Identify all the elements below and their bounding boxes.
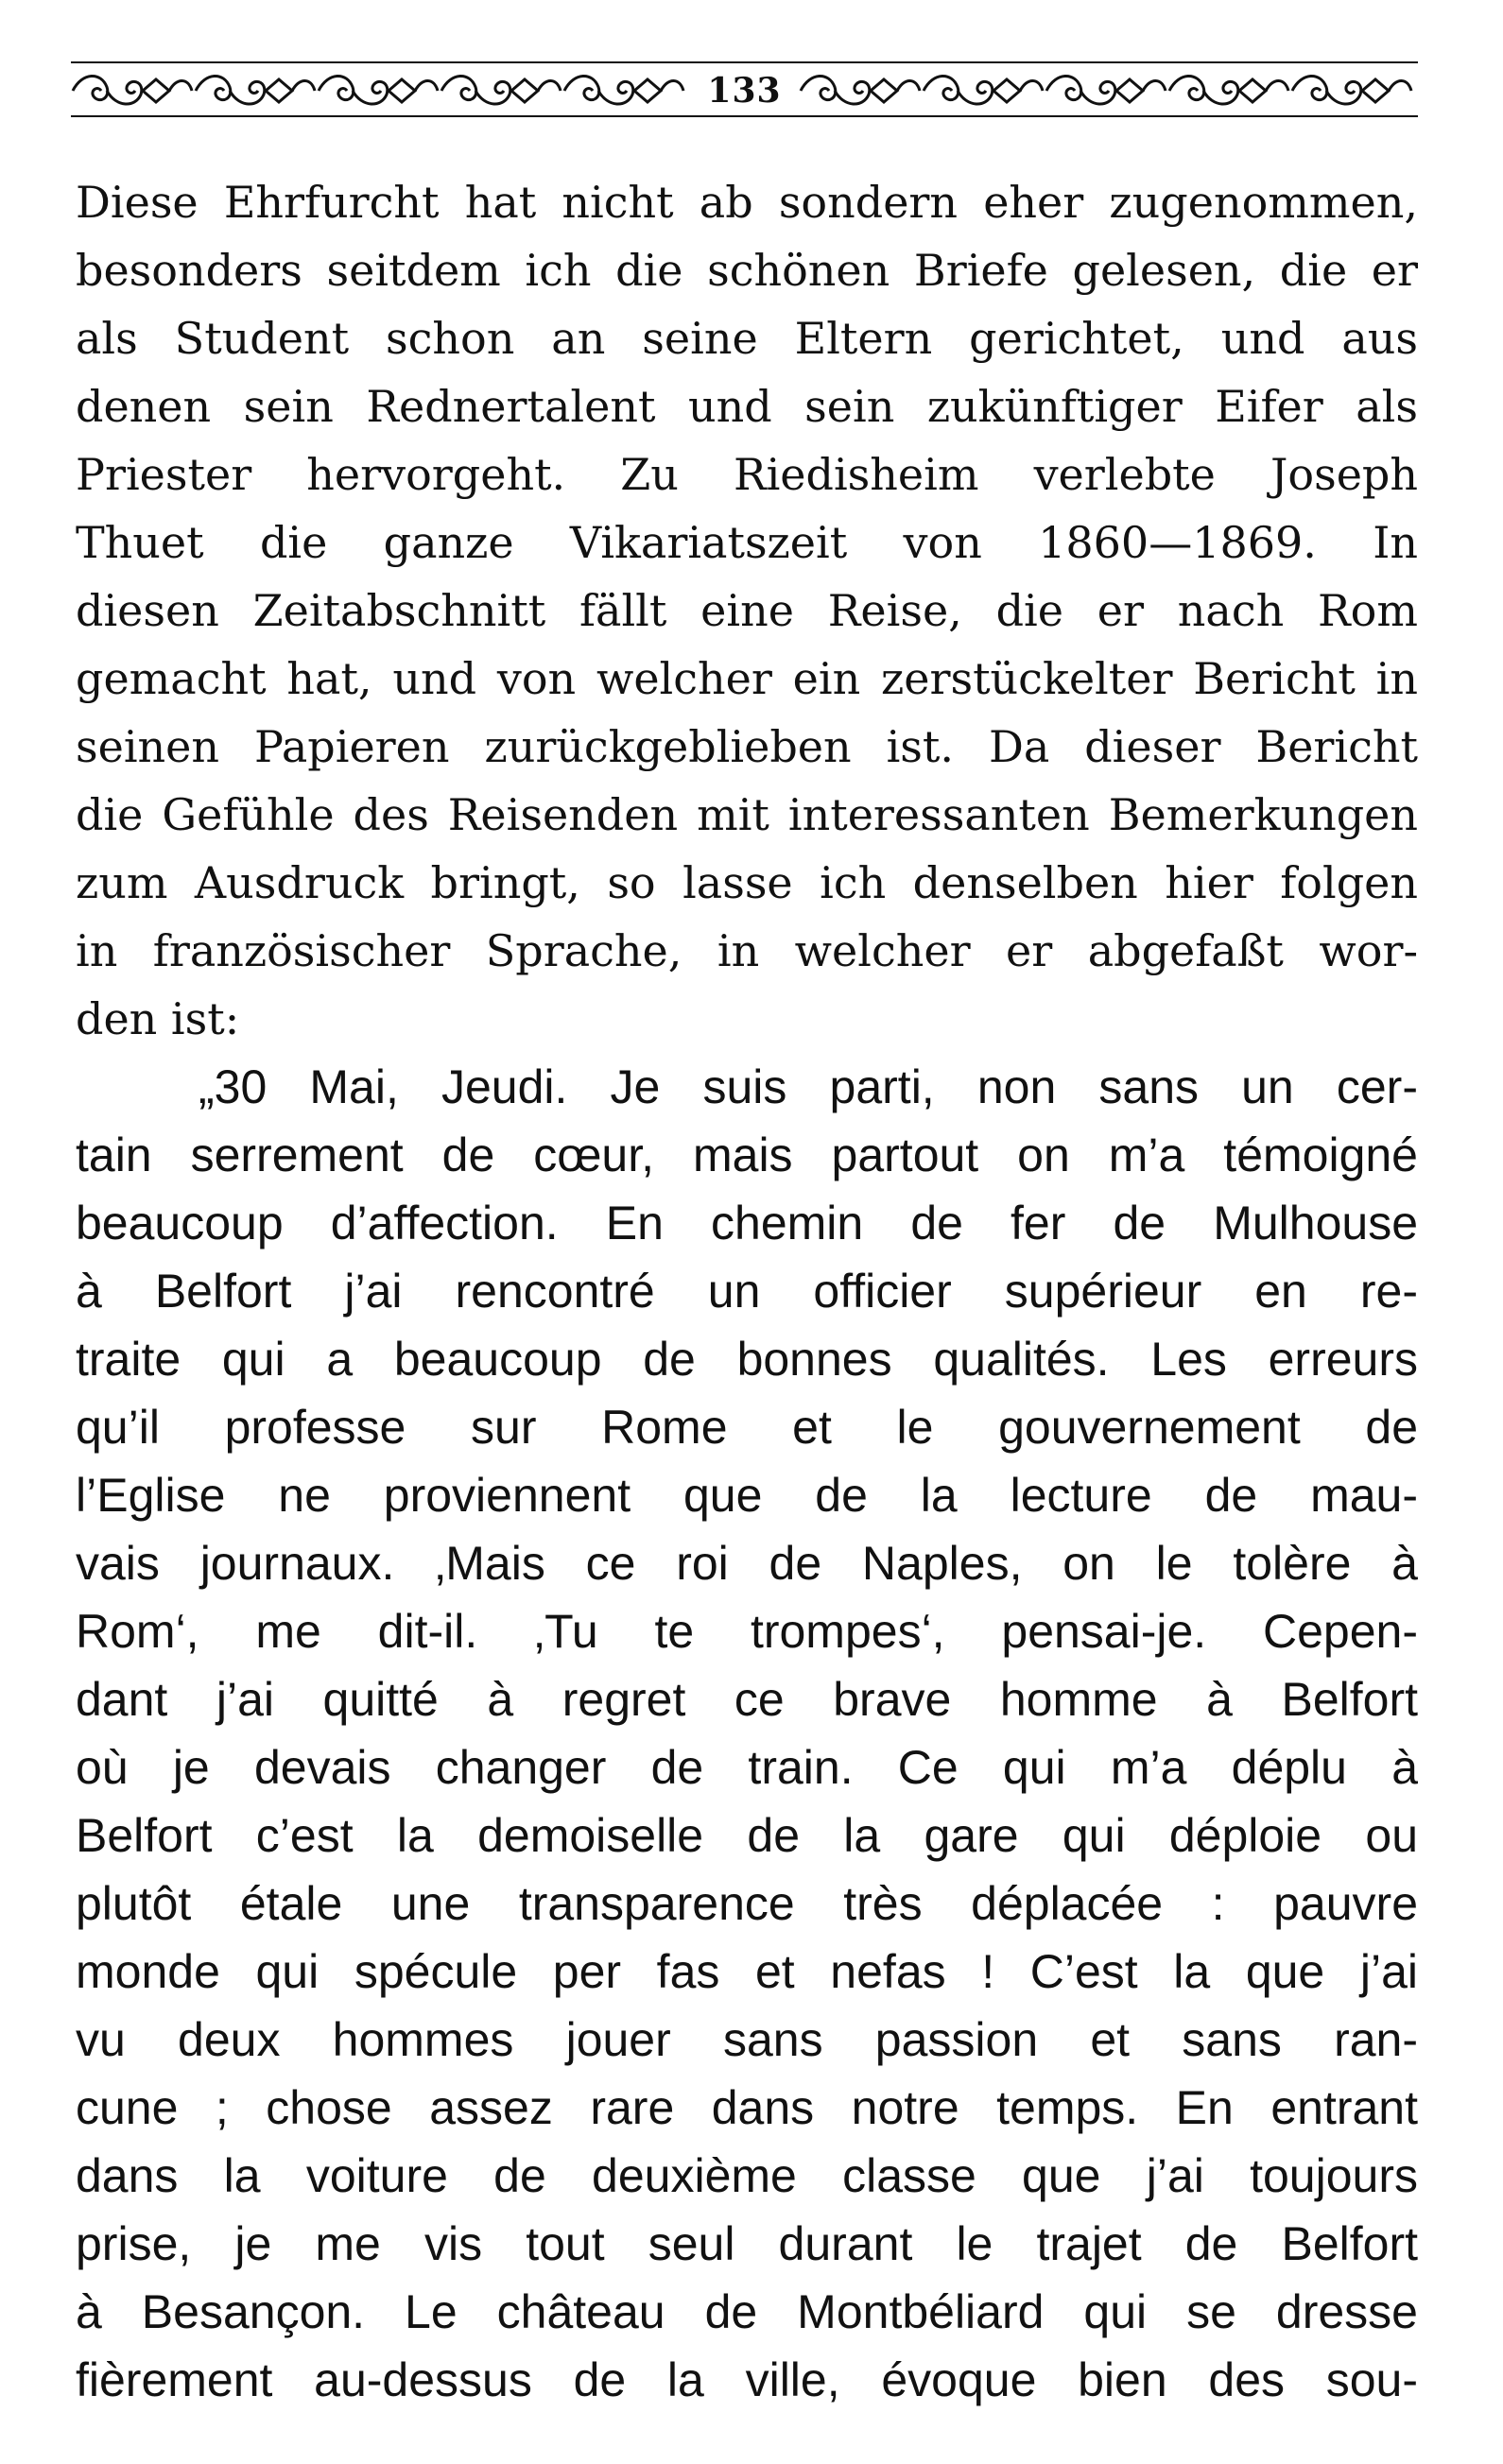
text-line: dant j’ai quitté à regret ce brave homme à Belfort <box>76 1673 1418 1726</box>
header-bottom-rule <box>71 115 1418 117</box>
text-line: à Belfort j’ai rencontré un officier supérieur en re- <box>76 1265 1418 1318</box>
text-line: als Student schon an seine Eltern gerichtet, und aus <box>76 313 1418 364</box>
text-line: zum Ausdruck bringt, so lasse ich denselben hier folgen <box>76 857 1418 908</box>
text-line: dans la voiture de deuxième classe que j’ai toujours <box>76 2149 1418 2202</box>
text-line: cune ; chose assez rare dans notre temps. En entrant <box>76 2081 1418 2134</box>
text-line: l’Eglise ne proviennent que de la lecture de mau- <box>76 1469 1418 1522</box>
text-line: den ist: <box>76 993 240 1044</box>
text-line: traite qui a beaucoup de bonnes qualités. Les erreurs <box>76 1333 1418 1386</box>
text-line: tain serrement de cœur, mais partout on m’a témoigné <box>76 1129 1418 1181</box>
page-number: 133 <box>707 71 782 111</box>
text-line: vais journaux. ‚Mais ce roi de Naples, on le tolère à <box>76 1537 1418 1590</box>
text-line: à Besançon. Le château de Montbéliard qui se dresse <box>76 2285 1418 2338</box>
text-line: gemacht hat, und von welcher ein zerstückelter Bericht in <box>76 653 1418 704</box>
text-line: où je devais changer de train. Ce qui m’a déplu à <box>76 1741 1418 1794</box>
text-line: in französischer Sprache, in welcher er abgefaßt wor- <box>76 925 1418 976</box>
text-line: plutôt étale une transparence très déplacée : pauvre <box>76 1877 1418 1930</box>
french-quote-paragraph <box>76 1053 1418 2414</box>
ornament-right-icon <box>799 70 1418 112</box>
text-line: besonders seitdem ich die schönen Briefe gelesen, die er <box>76 245 1418 296</box>
text-line: Thuet die ganze Vikariatszeit von 1860—1869. In <box>76 517 1418 568</box>
text-line: beaucoup d’affection. En chemin de fer de Mulhouse <box>76 1197 1418 1249</box>
text-line: seinen Papieren zurückgeblieben ist. Da dieser Bericht <box>76 721 1418 772</box>
text-line: Rom‘, me dit-il. ‚Tu te trompes‘, pensai-je. Cepen- <box>76 1605 1418 1658</box>
text-line: Diese Ehrfurcht hat nicht ab sondern eher zugenommen, <box>76 177 1418 228</box>
text-line: die Gefühle des Reisenden mit interessanten Bemerkungen <box>76 789 1418 840</box>
text-line: Priester hervorgeht. Zu Riedisheim verlebte Joseph <box>76 449 1418 500</box>
header-top-rule <box>71 61 1418 63</box>
ornament-left-icon <box>71 70 690 112</box>
text-line: vu deux hommes jouer sans passion et sans ran- <box>76 2013 1418 2066</box>
text-line: prise, je me vis tout seul durant le trajet de Belfort <box>76 2217 1418 2270</box>
german-paragraph <box>76 168 1418 1053</box>
text-line: Belfort c’est la demoiselle de la gare qui déploie ou <box>76 1809 1418 1862</box>
text-line: qu’il professe sur Rome et le gouvernement de <box>76 1401 1418 1454</box>
text-line: diesen Zeitabschnitt fällt eine Reise, die er nach Rom <box>76 585 1418 636</box>
text-line: monde qui spécule per fas et nefas ! C’est la que j’ai <box>76 1945 1418 1998</box>
body-text <box>76 168 1418 2414</box>
text-line: „30 Mai, Jeudi. Je suis parti, non sans un cer- <box>199 1060 1418 1113</box>
page-header <box>71 57 1418 123</box>
text-line: denen sein Rednertalent und sein zukünftiger Eifer als <box>76 381 1418 432</box>
text-line: fièrement au-dessus de la ville, évoque bien des sou- <box>76 2353 1418 2406</box>
